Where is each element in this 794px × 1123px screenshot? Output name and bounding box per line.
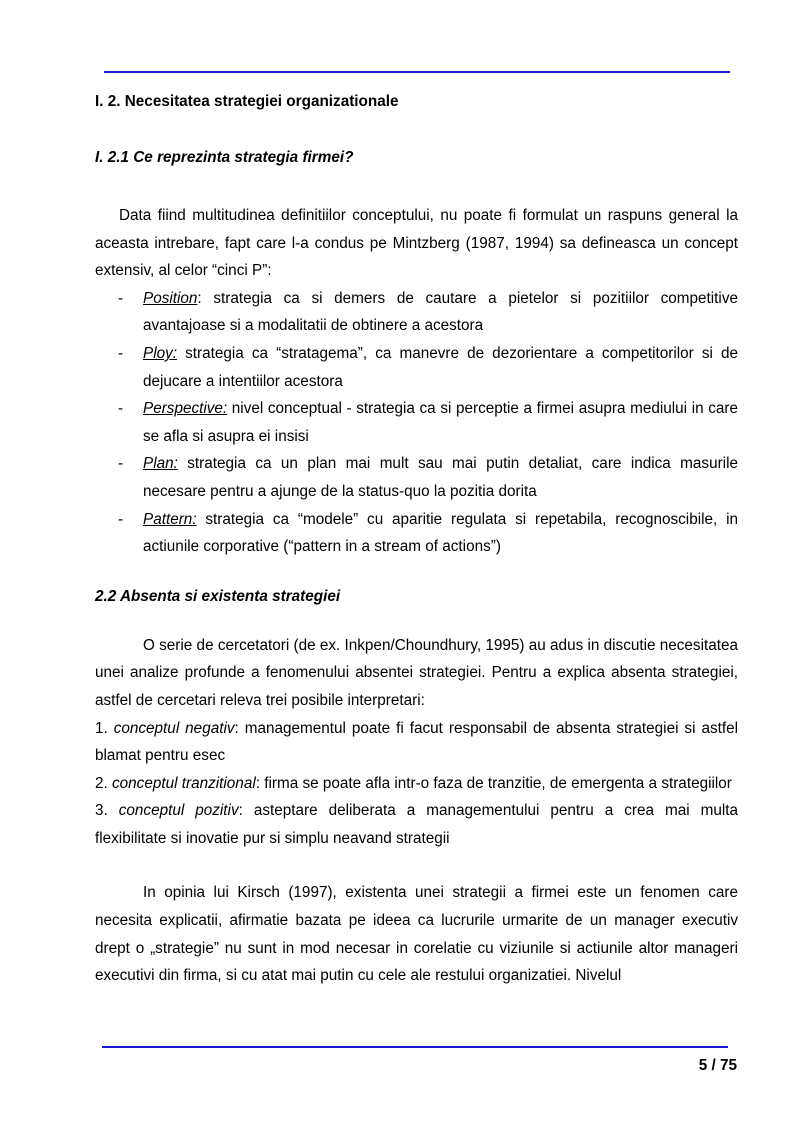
list-bullet: - xyxy=(118,289,124,307)
subsection-title: 2.2 Absenta si existenta strategiei xyxy=(95,587,341,605)
list-term-sep: : xyxy=(172,344,178,362)
list-text: nivel conceptual - strategia ca si perceptie a firmei asupra mediului in care se afla si asupra ei insisi xyxy=(143,400,738,445)
list-term-sep: : xyxy=(192,510,197,528)
list-term-word: Perspective xyxy=(143,400,223,418)
concept-term: conceptul negativ xyxy=(113,719,235,737)
concept-item xyxy=(95,770,738,798)
kirsch-paragraph: In opinia lui Kirsch (1997), existenta unei strategii a firmei este un fenomen care necesita explicatii, afirmatie bazata pe ideea ca lucrurile urmarite de un manager executiv drept o „strategie” nu sunt in mod necesar in corelatie cu viziunile si actiunile altor manageri executivi din firma, si cu atat mai putin cu cele ale restului organizatiei. Nivelul xyxy=(95,884,738,985)
concept-term: conceptul tranzitional xyxy=(112,774,256,792)
header-rule xyxy=(104,71,730,73)
concept-number: 2. xyxy=(95,774,108,792)
list-bullet: - xyxy=(118,510,124,528)
list-item xyxy=(95,450,738,505)
list-term-word: Ploy xyxy=(143,344,173,362)
concept-text: : managementul poate fi facut responsabil de absenta strategiei si astfel blamat pentru esec xyxy=(95,719,739,765)
concept-number: 1. xyxy=(95,719,108,737)
concept-text: : asteptare deliberata a managementului pentru a crea mai multa flexibilitate si inovatie pur si simplu neavand strategii xyxy=(95,802,739,847)
list-bullet: - xyxy=(118,455,124,473)
concept-term: conceptul pozitiv xyxy=(118,802,239,820)
list-bullet: - xyxy=(118,344,124,362)
subsection-title: I. 2.1 Ce reprezinta strategia firmei? xyxy=(95,149,354,166)
footer-rule xyxy=(102,1046,728,1048)
list-term-word: Pattern xyxy=(143,510,193,528)
section-title: I. 2. Necesitatea strategiei organizationale xyxy=(95,93,399,110)
list-item xyxy=(95,395,738,450)
five-p-list xyxy=(95,285,738,561)
list-item xyxy=(95,285,738,340)
list-text: strategia ca “stratagema”, ca manevre de dezorientare a competitorilor si de dejucare a intentiilor acestora xyxy=(143,344,738,390)
page-number: 5 / 75 xyxy=(698,1057,737,1074)
list-term xyxy=(143,345,177,362)
list-term-word: Plan xyxy=(143,455,174,473)
list-item xyxy=(95,340,738,395)
list-text: strategia ca “modele” cu aparitie regulata si repetabila, recognoscibile, in actiunile corporative (“pattern in a stream of actions”) xyxy=(143,510,738,556)
concept-item xyxy=(95,715,738,770)
list-term-sep: : xyxy=(222,400,228,418)
list-term-sep: : xyxy=(173,455,178,473)
list-text: strategia ca si demers de cautare a pietelor si pozitiilor competitive avantajoase si a modalitatii de obtinere a acestora xyxy=(143,289,738,335)
list-term xyxy=(143,455,178,472)
list-term xyxy=(143,400,227,417)
list-term xyxy=(143,511,197,528)
list-term: Position xyxy=(143,289,198,307)
list-bullet: - xyxy=(118,400,124,418)
concept-item xyxy=(95,797,738,852)
intro-paragraph: Data fiind multitudinea definitiilor conceptului, nu poate fi formulat un raspuns general la aceasta intrebare, fapt care l-a condus pe Mintzberg (1987, 1994) sa defineasca un concept extensiv, al celor “cinci P”: xyxy=(95,207,738,280)
list-term-sep: : xyxy=(197,289,202,307)
absence-paragraph: O serie de cercetatori (de ex. Inkpen/Choundhury, 1995) au adus in discutie necesitatea unei analize profunde a fenomenului absentei strategiei. Pentru a explica absenta strategiei, astfel de cercetari releva trei posibile interpretari: xyxy=(95,636,738,709)
concept-text: : firma se poate afla intr-o faza de tranzitie, de emergenta a strategiilor xyxy=(255,774,732,792)
page-content xyxy=(95,90,738,990)
list-text: strategia ca un plan mai mult sau mai putin detaliat, care indica masurile necesare pentru a ajunge de la status-quo la pozitia dorita xyxy=(143,455,738,500)
concept-number: 3. xyxy=(95,802,108,820)
list-item xyxy=(95,506,738,561)
